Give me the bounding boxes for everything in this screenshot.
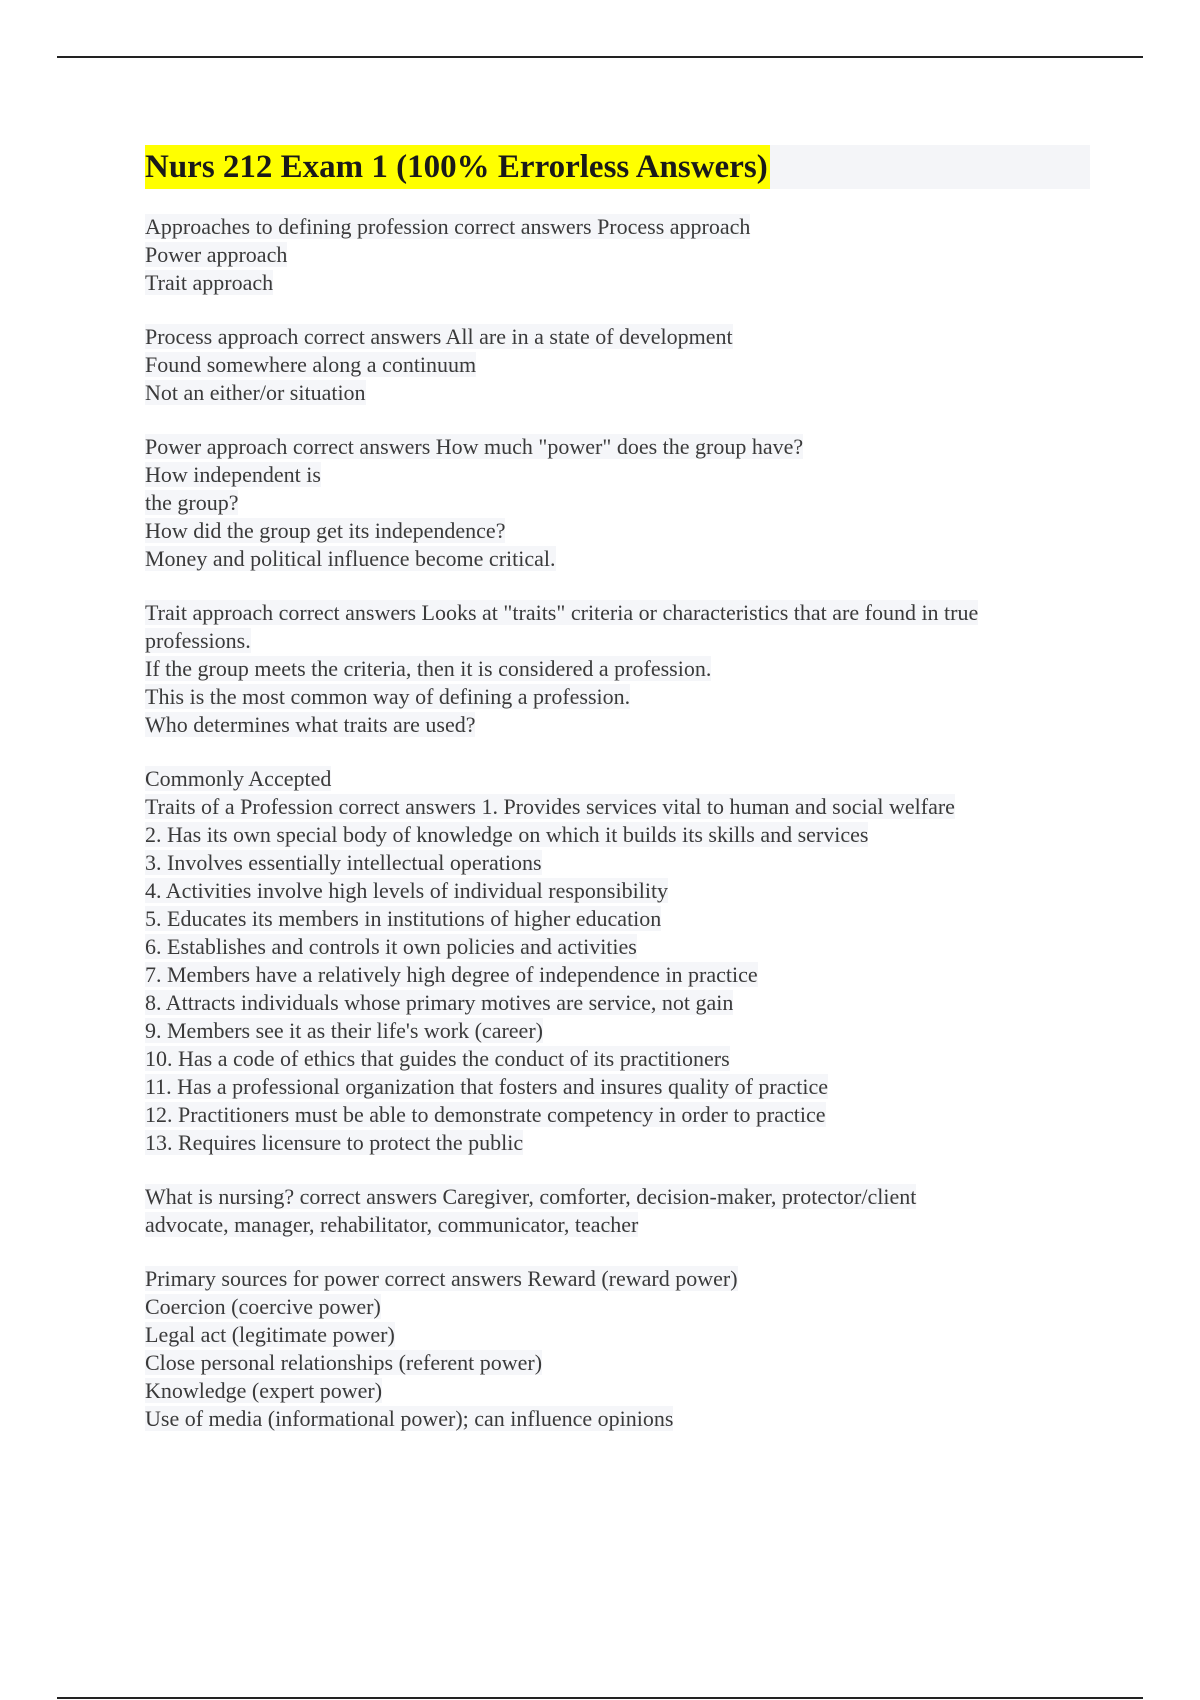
text-line-content: 8. Attracts individuals whose primary motives are service, not gain [145,990,734,1015]
text-line-content: 2. Has its own special body of knowledge on which it builds its skills and services [145,822,869,847]
text-line-content: Money and political influence become critical. [145,546,556,571]
text-line-content: 9. Members see it as their life's work (career) [145,1018,543,1043]
text-line-content: Knowledge (expert power) [145,1378,383,1403]
text-line [145,461,1090,489]
text-line-content: Who determines what traits are used? [145,712,476,737]
qa-block [145,433,1090,573]
text-line-content: Not an either/or situation [145,380,366,405]
text-line [145,989,1090,1017]
text-line [145,1293,1090,1321]
text-line-content: professions. [145,628,251,653]
text-line [145,1129,1090,1157]
text-line [145,849,1090,877]
text-line-content: advocate, manager, rehabilitator, communicator, teacher [145,1212,639,1237]
text-line-content: How did the group get its independence? [145,518,506,543]
text-line-content: What is nursing? correct answers Caregiver, comforter, decision-maker, protector/client [145,1184,917,1209]
text-line-content: the group? [145,490,239,515]
text-line [145,1405,1090,1433]
text-line [145,1017,1090,1045]
text-line-content: 4. Activities involve high levels of individual responsibility [145,878,669,903]
text-line-content: Coercion (coercive power) [145,1294,381,1319]
text-line [145,961,1090,989]
text-line [145,877,1090,905]
text-line-content: Approaches to defining profession correct answers Process approach [145,214,751,239]
text-line [145,323,1090,351]
text-line [145,1101,1090,1129]
text-line [145,545,1090,573]
text-line-content: Found somewhere along a continuum [145,352,477,377]
text-line-content: Commonly Accepted [145,766,332,791]
text-line [145,1321,1090,1349]
text-line-content: 3. Involves essentially intellectual operations [145,850,542,875]
text-line-content: 10. Has a code of ethics that guides the conduct of its practitioners [145,1046,730,1071]
text-line-content: Process approach correct answers All are in a state of development [145,324,733,349]
text-line-content: Use of media (informational power); can influence opinions [145,1406,674,1431]
text-line [145,655,1090,683]
qa-block [145,599,1090,739]
text-line-content: 12. Practitioners must be able to demonstrate competency in order to practice [145,1102,826,1127]
text-line-content: If the group meets the criteria, then it is considered a profession. [145,656,712,681]
text-line [145,269,1090,297]
qa-block [145,765,1090,1157]
text-line-content: Trait approach [145,270,274,295]
text-line [145,765,1090,793]
text-line [145,1045,1090,1073]
text-line-content: Legal act (legitimate power) [145,1322,395,1347]
qa-blocks [145,213,1090,1433]
text-line [145,241,1090,269]
text-line [145,1073,1090,1101]
text-line [145,379,1090,407]
text-line [145,351,1090,379]
text-line-content: Trait approach correct answers Looks at "traits" criteria or characteristics that are found in true [145,600,979,625]
text-line-content: How independent is [145,462,321,487]
text-line-content: 6. Establishes and controls it own policies and activities [145,934,637,959]
top-rule [57,56,1143,58]
text-line-content: Traits of a Profession correct answers 1. Provides services vital to human and social welfare [145,794,955,819]
bottom-rule [57,1697,1143,1699]
text-line [145,1265,1090,1293]
text-line-content: Close personal relationships (referent power) [145,1350,543,1375]
qa-block [145,323,1090,407]
text-line-content: 7. Members have a relatively high degree of independence in practice [145,962,758,987]
text-line [145,793,1090,821]
text-line [145,599,1090,627]
text-line [145,1377,1090,1405]
text-line [145,489,1090,517]
title-row [145,145,1090,189]
text-line-content: Power approach correct answers How much "power" does the group have? [145,434,804,459]
qa-block [145,213,1090,297]
text-line [145,821,1090,849]
document-title: Nurs 212 Exam 1 (100% Errorless Answers) [145,145,770,189]
text-line [145,213,1090,241]
text-line [145,933,1090,961]
qa-block [145,1183,1090,1239]
text-line [145,711,1090,739]
text-line [145,905,1090,933]
text-line [145,683,1090,711]
text-line-content: 13. Requires licensure to protect the public [145,1130,524,1155]
text-line [145,1183,1090,1211]
text-line [145,627,1090,655]
text-line-content: Power approach [145,242,288,267]
text-line [145,1349,1090,1377]
text-line-content: This is the most common way of defining a profession. [145,684,631,709]
text-line [145,517,1090,545]
qa-block [145,1265,1090,1433]
text-line-content: Primary sources for power correct answers Reward (reward power) [145,1266,738,1291]
text-line-content: 11. Has a professional organization that fosters and insures quality of practice [145,1074,829,1099]
text-line-content: 5. Educates its members in institutions of higher education [145,906,662,931]
document-body [145,145,1090,1459]
text-line [145,1211,1090,1239]
text-line [145,433,1090,461]
